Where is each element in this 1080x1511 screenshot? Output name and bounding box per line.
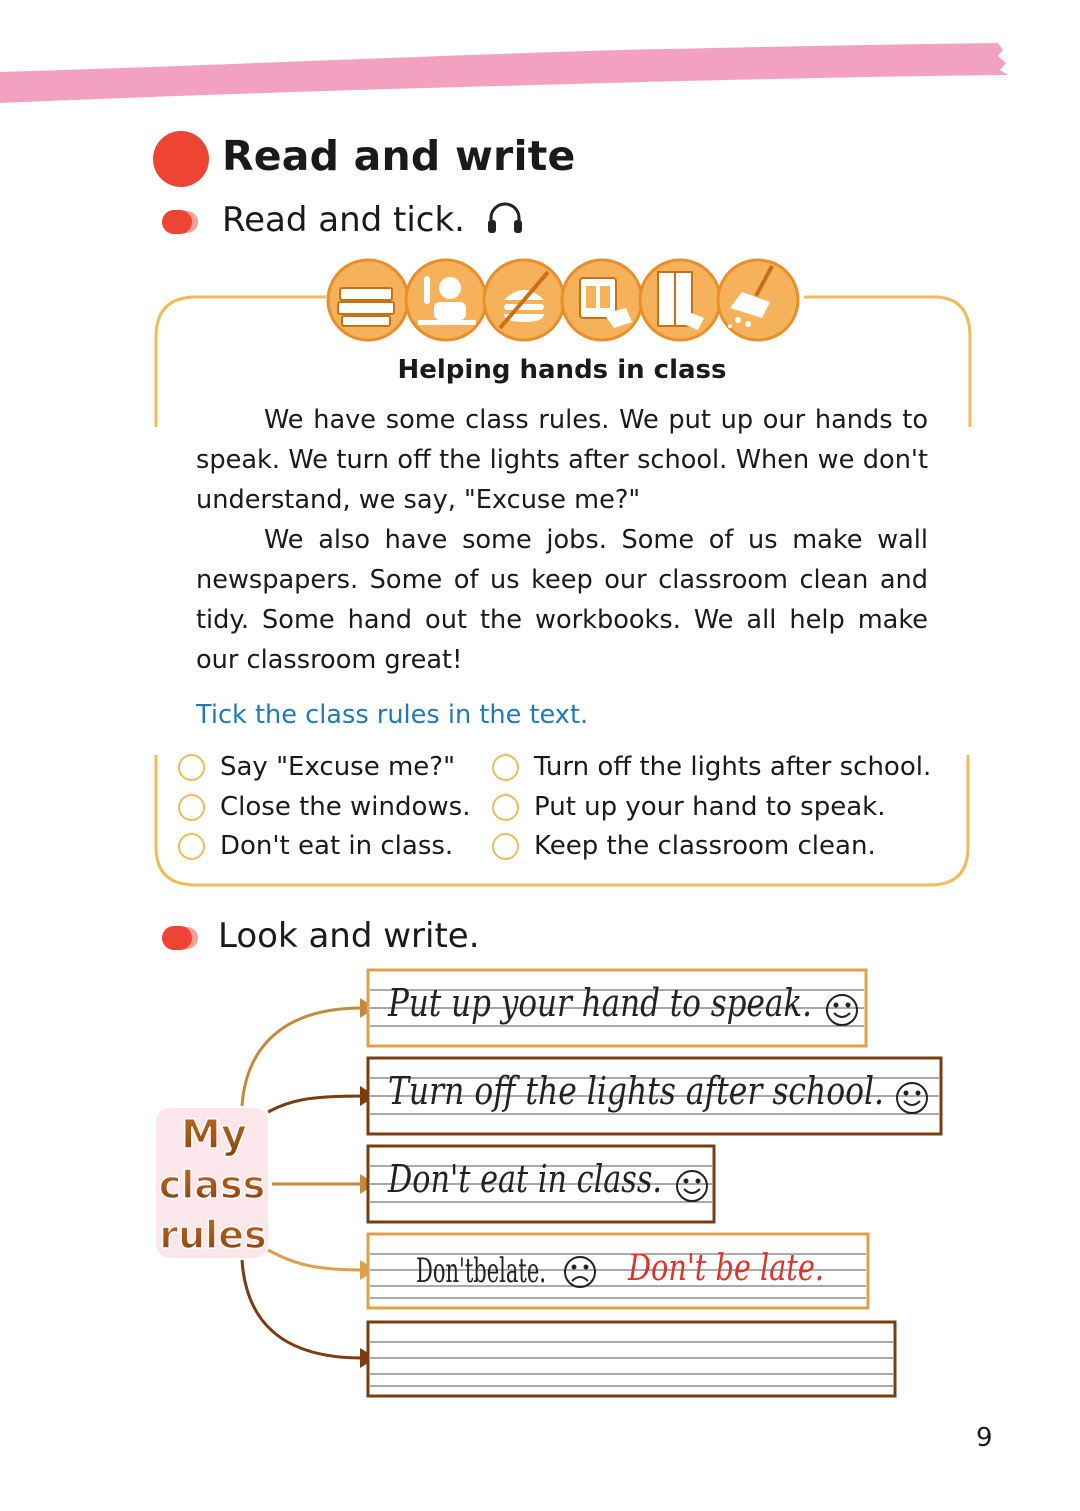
broom-icon xyxy=(718,260,798,340)
story-title: Helping hands in class xyxy=(397,355,727,385)
section-title: Read and write xyxy=(222,132,576,180)
center-label-class: class xyxy=(158,1163,266,1207)
books-icon xyxy=(328,260,408,340)
picture-icons-row xyxy=(326,256,802,344)
tick-circle[interactable] xyxy=(492,794,519,821)
heading-bullet xyxy=(162,210,198,234)
write-line-4 xyxy=(368,1234,868,1308)
tick-circle[interactable] xyxy=(178,754,205,781)
pink-banner xyxy=(0,0,1080,110)
boy-raising-hand-icon xyxy=(406,260,486,340)
tick-circle[interactable] xyxy=(492,754,519,781)
write-line-3 xyxy=(368,1146,714,1222)
handwritten-rule-3: Don't eat in class. xyxy=(387,1157,662,1201)
center-label-rules: rules xyxy=(159,1213,267,1257)
section-bullet xyxy=(153,131,209,187)
story-paragraph-2: We also have some jobs. Some of us make wall newspapers. Some of us keep our classroom clean and tidy. Some hand out the workbooks. We all help make our classroom great! xyxy=(196,525,928,675)
read-and-tick-heading: Read and tick. xyxy=(222,200,465,240)
story-paragraph-1: We have some class rules. We put up our hands to speak. We turn off the lights after school. When we don't understand, we say, "Excuse me?" xyxy=(196,405,928,515)
tick-circle[interactable] xyxy=(492,833,519,860)
option-keep-clean[interactable]: Keep the classroom clean. xyxy=(492,831,876,861)
light-switch-icon xyxy=(562,260,642,340)
headphones-icon[interactable] xyxy=(486,199,524,237)
closing-window-icon xyxy=(640,260,720,340)
option-dont-eat[interactable]: Don't eat in class. xyxy=(178,831,453,861)
center-label-my: My xyxy=(181,1112,247,1158)
teacher-correction: Don't be late. xyxy=(627,1248,824,1289)
write-line-1 xyxy=(368,970,866,1046)
look-and-write-heading: Look and write. xyxy=(218,916,480,956)
tick-instruction: Tick the class rules in the text. xyxy=(196,700,589,730)
option-turn-off-lights[interactable]: Turn off the lights after school. xyxy=(492,752,931,782)
option-say-excuse-me[interactable]: Say "Excuse me?" xyxy=(178,752,455,782)
page-number: 9 xyxy=(976,1423,993,1453)
handwritten-rule-4: Don'tbelate. xyxy=(416,1251,546,1291)
heading-bullet xyxy=(162,926,198,950)
handwritten-rule-1: Put up your hand to speak. xyxy=(387,981,812,1025)
write-line-2 xyxy=(368,1058,941,1134)
write-line-5 xyxy=(368,1322,895,1396)
class-rules-diagram xyxy=(150,960,950,1410)
no-food-icon xyxy=(484,260,564,340)
option-close-windows[interactable]: Close the windows. xyxy=(178,792,470,822)
tick-circle[interactable] xyxy=(178,794,205,821)
tick-circle[interactable] xyxy=(178,833,205,860)
option-put-up-hand[interactable]: Put up your hand to speak. xyxy=(492,792,885,822)
handwritten-rule-2: Turn off the lights after school. xyxy=(388,1069,884,1113)
